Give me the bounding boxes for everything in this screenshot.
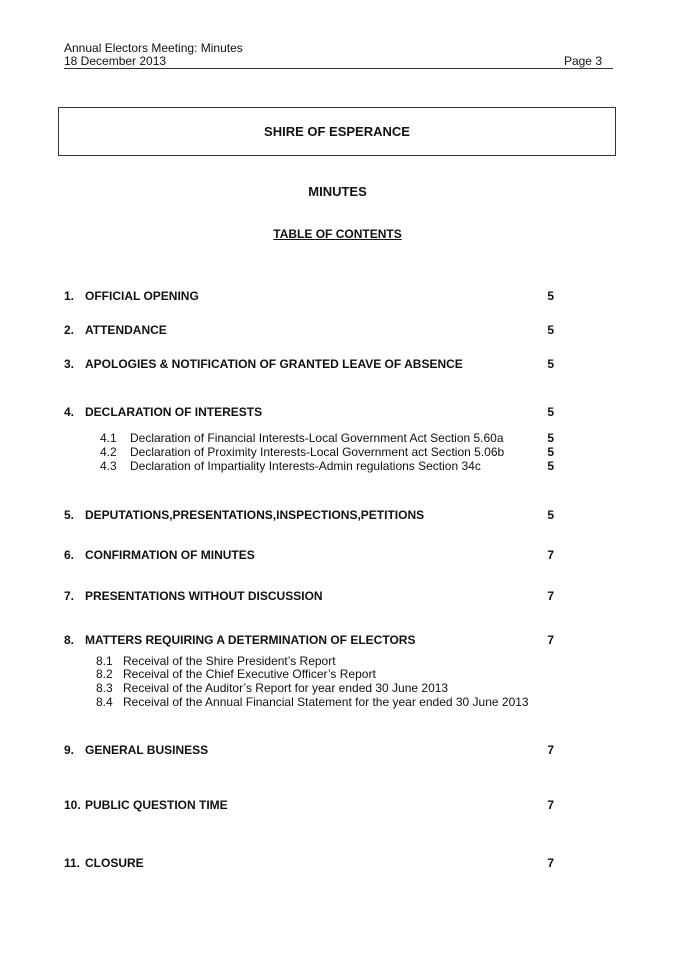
toc-subentry-number: 8.4 — [96, 695, 113, 709]
table-of-contents-heading: TABLE OF CONTENTS — [273, 227, 402, 241]
page-number: Page 3 — [563, 54, 602, 68]
toc-entry-page: 5 — [547, 289, 554, 303]
toc-entry-label: GENERAL BUSINESS — [85, 743, 209, 757]
toc-entry-number: 5. — [64, 508, 75, 522]
toc-entry-number: 7. — [64, 589, 75, 603]
toc-entry-page: 7 — [547, 856, 554, 870]
toc-entry-number: 10. — [64, 798, 81, 812]
toc-entry-number: 4. — [64, 405, 75, 419]
toc-subentry-label: Receival of the Auditor’s Report for year ended 30 June 2013 — [123, 681, 449, 695]
toc-entry-number: 1. — [64, 289, 75, 303]
toc-entry-label: PUBLIC QUESTION TIME — [85, 798, 228, 812]
toc-entry-page: 7 — [547, 798, 554, 812]
minutes-heading: MINUTES — [308, 184, 367, 199]
toc-entry-number: 6. — [64, 548, 75, 562]
header-rule — [64, 68, 613, 69]
organization-title-box — [58, 107, 616, 156]
toc-entry-page: 5 — [547, 323, 554, 337]
toc-subentry-page: 5 — [547, 459, 554, 473]
toc-subentry-number: 4.1 — [100, 431, 117, 445]
toc-subentry-label: Declaration of Proximity Interests-Local Government act Section 5.06b — [130, 445, 505, 459]
toc-entry-label: OFFICIAL OPENING — [85, 289, 199, 303]
toc-entry-page: 5 — [547, 508, 554, 522]
toc-subentry-label: Receival of the Shire President’s Report — [123, 654, 336, 668]
toc-subentry-label: Declaration of Financial Interests-Local Government Act Section 5.60a — [130, 431, 504, 445]
toc-entry-label: CONFIRMATION OF MINUTES — [85, 548, 255, 562]
running-header-title: Annual Electors Meeting: Minutes — [64, 41, 243, 55]
toc-subentry-number: 4.3 — [100, 459, 117, 473]
toc-entry-page: 5 — [547, 405, 554, 419]
toc-subentry-number: 8.1 — [96, 654, 113, 668]
toc-entry-page: 7 — [547, 633, 554, 647]
toc-entry-label: PRESENTATIONS WITHOUT DISCUSSION — [85, 589, 323, 603]
toc-entry-page: 7 — [547, 589, 554, 603]
toc-entry-number: 11. — [64, 856, 81, 870]
toc-subentry-page: 5 — [547, 445, 554, 459]
toc-subentry-label: Declaration of Impartiality Interests-Admin regulations Section 34c — [130, 459, 481, 473]
toc-entry-label: DECLARATION OF INTERESTS — [85, 405, 263, 419]
toc-entry-page: 7 — [547, 548, 554, 562]
toc-subentry-page: 5 — [547, 431, 554, 445]
running-header-date: 18 December 2013 — [64, 54, 167, 68]
toc-entry-page: 5 — [547, 357, 554, 371]
toc-subentry-number: 4.2 — [100, 445, 117, 459]
toc-entry-label: CLOSURE — [85, 856, 144, 870]
toc-subentry-number: 8.3 — [96, 681, 113, 695]
toc-subentry-label: Receival of the Annual Financial Statement for the year ended 30 June 2013 — [123, 695, 529, 709]
toc-entry-number: 9. — [64, 743, 75, 757]
toc-entry-label: ATTENDANCE — [85, 323, 167, 337]
organization-title: SHIRE OF ESPERANCE — [264, 124, 410, 139]
toc-entry-number: 8. — [64, 633, 75, 647]
toc-entry-page: 7 — [547, 743, 554, 757]
toc-entry-label: MATTERS REQUIRING A DETERMINATION OF ELECTORS — [85, 633, 416, 647]
toc-entry-number: 3. — [64, 357, 75, 371]
toc-subentry-number: 8.2 — [96, 667, 113, 681]
toc-subentry-label: Receival of the Chief Executive Officer’s Report — [123, 667, 376, 681]
toc-entry-label: APOLOGIES & NOTIFICATION OF GRANTED LEAVE OF ABSENCE — [85, 357, 463, 371]
toc-entry-number: 2. — [64, 323, 75, 337]
toc-entry-label: DEPUTATIONS,PRESENTATIONS,INSPECTIONS,PETITIONS — [85, 508, 425, 522]
